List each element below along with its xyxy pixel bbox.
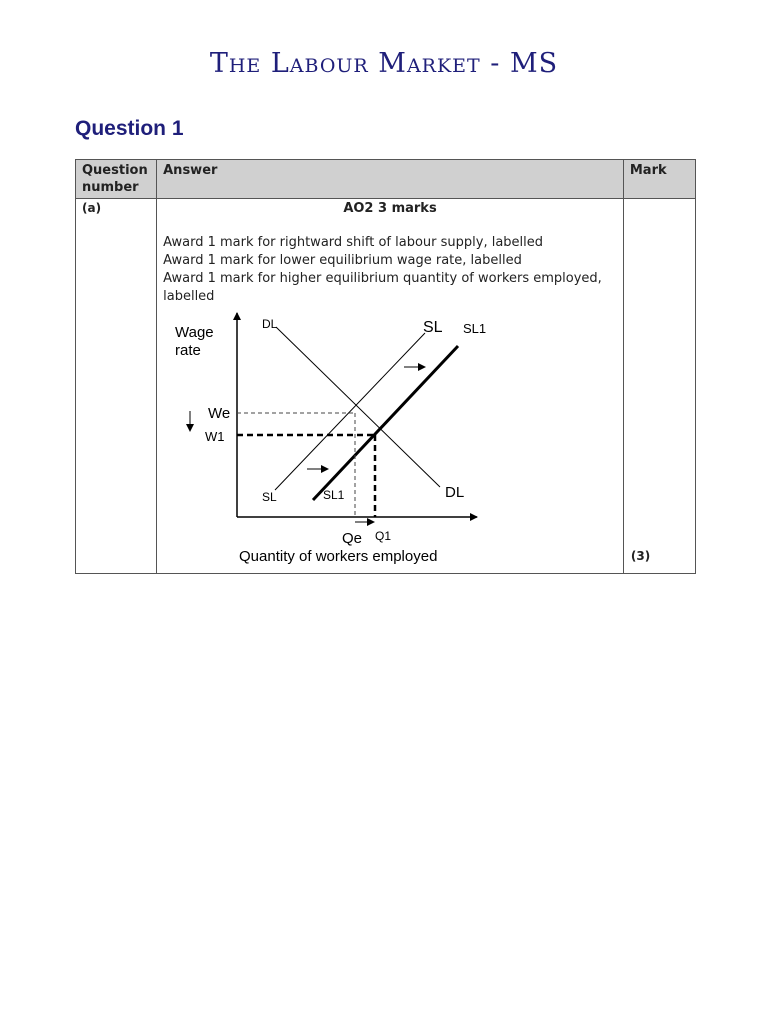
w1-label: W1 <box>205 429 225 444</box>
question-heading: Question 1 <box>75 117 184 140</box>
assessment-objective-title: AO2 3 marks <box>343 201 437 216</box>
y-axis-label: Wage <box>175 324 214 341</box>
marking-criteria-list <box>163 234 617 306</box>
table-row <box>76 199 696 574</box>
dl-label: DL <box>262 317 278 331</box>
x-axis-label: Quantity of workers employed <box>239 548 438 565</box>
y-axis-label: rate <box>175 342 201 359</box>
we-label: We <box>208 405 231 422</box>
sl-label: SL <box>262 490 277 504</box>
sl1-label: SL1 <box>463 321 487 336</box>
sl1-label: SL1 <box>323 488 345 502</box>
criterion-item: Award 1 mark for higher equilibrium quantity of workers employed, labelled <box>163 271 602 304</box>
document-title: The Labour Market - MS <box>209 48 559 79</box>
criterion-item: Award 1 mark for lower equilibrium wage rate, labelled <box>163 253 522 268</box>
header-question-number: Question number <box>76 160 157 199</box>
supply-curve-sl <box>275 333 425 490</box>
question-number-cell: (a) <box>76 199 157 574</box>
mark-value: (3) <box>630 549 651 563</box>
q1-label: Q1 <box>375 529 392 543</box>
sl-label: SL <box>423 319 443 336</box>
dl-label: DL <box>445 484 465 501</box>
mark-scheme-table <box>75 159 696 574</box>
supply-curve-sl1 <box>313 346 458 500</box>
labour-market-diagram <box>157 307 623 569</box>
answer-cell <box>157 199 624 574</box>
header-answer: Answer <box>157 160 624 199</box>
header-mark: Mark <box>623 160 695 199</box>
table-header-row <box>76 160 696 199</box>
criterion-item: Award 1 mark for rightward shift of labour supply, labelled <box>163 235 544 250</box>
mark-cell <box>623 199 695 574</box>
qe-label: Qe <box>342 530 363 547</box>
